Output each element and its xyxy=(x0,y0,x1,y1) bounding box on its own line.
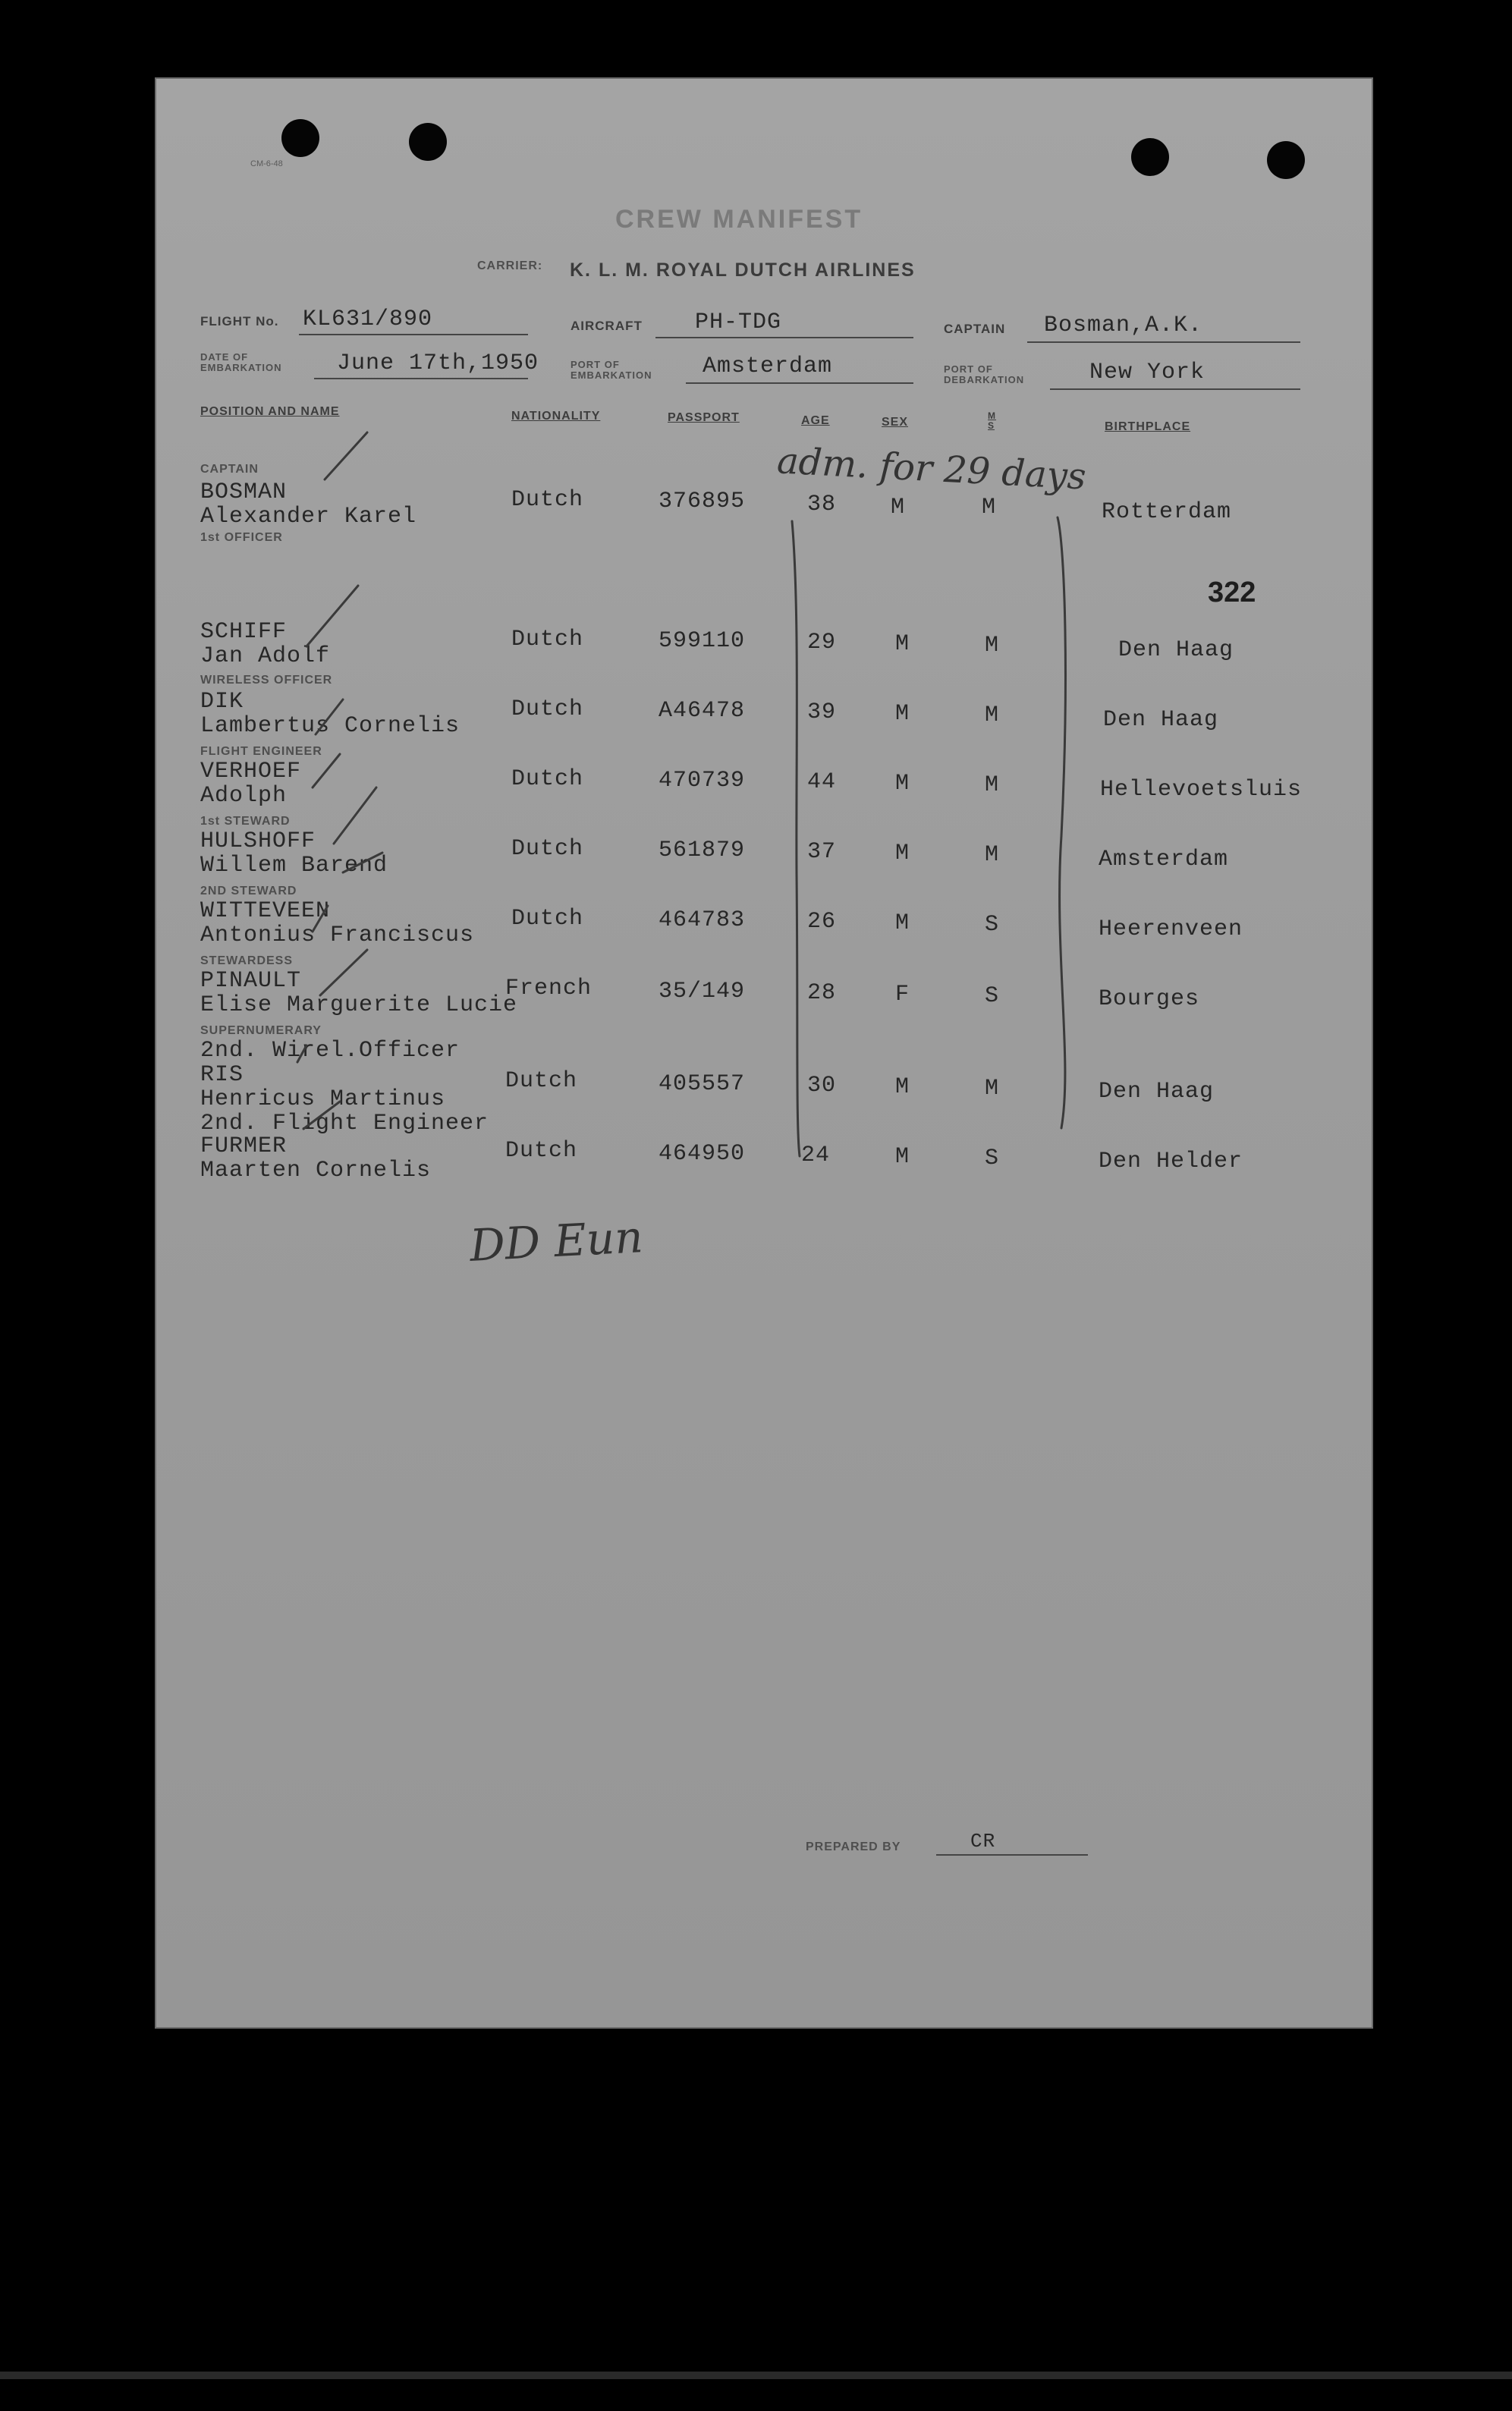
manifest-sheet xyxy=(155,77,1373,2029)
crew-given-name: Maarten Cornelis xyxy=(200,1158,432,1183)
crew-sex: M xyxy=(891,495,906,520)
crew-surname: PINAULT xyxy=(200,968,302,994)
crew-surname: VERHOEF xyxy=(200,759,302,784)
crew-birthplace: Hellevoetsluis xyxy=(1100,777,1303,803)
crew-given-name: Antonius Franciscus xyxy=(200,923,475,948)
flight-label: FLIGHT No. xyxy=(200,314,279,328)
crew-birthplace: Bourges xyxy=(1099,986,1200,1012)
carrier-name: K. L. M. ROYAL DUTCH AIRLINES xyxy=(570,259,916,281)
check-mark xyxy=(313,754,340,787)
check-mark xyxy=(325,432,367,479)
document-title: CREW MANIFEST xyxy=(615,205,863,234)
crew-given-name: Henricus Martinus xyxy=(200,1086,446,1112)
crew-nationality: Dutch xyxy=(511,766,584,792)
crew-nationality: Dutch xyxy=(505,1068,578,1094)
crew-position: 2ND STEWARD xyxy=(200,885,297,897)
col-birthplace: BIRTHPLACE xyxy=(1105,420,1191,433)
port-debarkation: New York xyxy=(1089,360,1206,385)
crew-surname: WITTEVEEN xyxy=(200,898,331,924)
crew-position: SUPERNUMERARY xyxy=(200,1024,322,1037)
punch-hole-4 xyxy=(1267,141,1305,179)
crew-nationality: Dutch xyxy=(511,487,584,513)
crew-birthplace: Den Haag xyxy=(1118,637,1234,663)
crew-passport: 470739 xyxy=(659,768,746,794)
crew-age: 38 xyxy=(807,492,837,517)
crew-position-detail: 2nd. Wirel.Officer xyxy=(200,1038,461,1064)
crew-sex: M xyxy=(895,631,910,657)
film-edge xyxy=(0,2372,1512,2379)
crew-birthplace: Heerenveen xyxy=(1099,916,1243,942)
col-marital-status: M S xyxy=(988,410,996,431)
crew-marital-status: M xyxy=(985,1076,1000,1102)
date-label: DATE OF EMBARKATION xyxy=(200,351,282,373)
crew-age: 28 xyxy=(807,980,837,1006)
crew-age: 37 xyxy=(807,839,837,865)
crew-given-name: Jan Adolf xyxy=(200,643,331,669)
signature: DD Eun xyxy=(468,1211,645,1272)
punch-hole-3 xyxy=(1131,138,1169,176)
aircraft-reg: PH-TDG xyxy=(695,310,782,335)
crew-position: CAPTAIN xyxy=(200,463,259,476)
crew-nationality: French xyxy=(505,976,593,1001)
crew-marital-status: S xyxy=(985,912,1000,938)
crew-surname: RIS xyxy=(200,1062,244,1088)
form-code: CM-6-48 xyxy=(250,159,283,168)
crew-position-detail: 2nd. Flight Engineer xyxy=(200,1111,489,1136)
check-mark xyxy=(306,586,358,646)
crew-passport: 561879 xyxy=(659,838,746,863)
crew-marital-status: S xyxy=(985,983,1000,1009)
crew-passport: 464950 xyxy=(659,1141,746,1167)
crew-position: FLIGHT ENGINEER xyxy=(200,745,322,758)
crew-surname: HULSHOFF xyxy=(200,828,316,854)
crew-sex: M xyxy=(895,771,910,797)
crew-passport: A46478 xyxy=(659,698,746,724)
crew-sex: F xyxy=(895,982,910,1007)
crew-marital-status: M xyxy=(985,703,1000,728)
prepared-by-initials: CR xyxy=(970,1830,996,1853)
carrier-label: CARRIER: xyxy=(477,259,543,272)
crew-given-name: Alexander Karel xyxy=(200,504,417,530)
page-number: 322 xyxy=(1208,577,1256,608)
aircraft-label: AIRCRAFT xyxy=(571,319,643,333)
col-passport: PASSPORT xyxy=(668,411,740,424)
crew-passport: 464783 xyxy=(659,907,746,933)
brace-right-mark xyxy=(1058,517,1065,1128)
crew-passport: 35/149 xyxy=(659,979,746,1004)
crew-surname: BOSMAN xyxy=(200,479,288,505)
crew-given-name: Lambertus Cornelis xyxy=(200,713,461,739)
punch-hole-2 xyxy=(409,123,447,161)
col-age: AGE xyxy=(801,414,830,427)
flight-number: KL631/890 xyxy=(303,306,433,332)
crew-age: 39 xyxy=(807,699,837,725)
crew-position: 1st OFFICER xyxy=(200,531,283,544)
crew-marital-status: S xyxy=(985,1146,1000,1171)
crew-marital-status: M xyxy=(985,842,1000,868)
crew-nationality: Dutch xyxy=(511,906,584,932)
brace-left-mark xyxy=(792,521,800,1156)
crew-sex: M xyxy=(895,701,910,727)
crew-nationality: Dutch xyxy=(511,696,584,722)
crew-passport: 599110 xyxy=(659,628,746,654)
captain-label: CAPTAIN xyxy=(944,322,1006,336)
crew-nationality: Dutch xyxy=(511,627,584,652)
check-mark xyxy=(320,950,367,995)
crew-age: 26 xyxy=(807,909,837,935)
crew-surname: SCHIFF xyxy=(200,619,288,645)
crew-given-name: Willem Barend xyxy=(200,853,388,879)
crew-surname: FURMER xyxy=(200,1133,288,1159)
crew-marital-status: M xyxy=(985,772,1000,798)
captain-name: Bosman,A.K. xyxy=(1044,313,1203,338)
port-embarkation-label: PORT OF EMBARKATION xyxy=(571,359,652,381)
crew-birthplace: Den Haag xyxy=(1099,1079,1215,1105)
crew-sex: M xyxy=(895,910,910,936)
crew-nationality: Dutch xyxy=(511,836,584,862)
prepared-by-label: PREPARED BY xyxy=(806,1840,901,1853)
crew-marital-status: M xyxy=(982,495,997,520)
crew-birthplace: Rotterdam xyxy=(1102,499,1232,525)
crew-birthplace: Den Helder xyxy=(1099,1149,1243,1174)
admission-note: adm. for 29 days xyxy=(775,439,1087,498)
crew-position: STEWARDESS xyxy=(200,954,294,967)
col-position-name: POSITION AND NAME xyxy=(200,405,340,418)
col-sex: SEX xyxy=(882,416,909,429)
crew-position: WIRELESS OFFICER xyxy=(200,674,333,687)
crew-given-name: Elise Marguerite Lucie xyxy=(200,992,518,1018)
crew-birthplace: Den Haag xyxy=(1103,707,1219,733)
col-nationality: NATIONALITY xyxy=(511,410,601,423)
port-embarkation: Amsterdam xyxy=(703,354,833,379)
check-mark xyxy=(334,787,376,844)
crew-sex: M xyxy=(895,1144,910,1170)
crew-marital-status: M xyxy=(985,633,1000,659)
crew-age: 30 xyxy=(807,1073,837,1099)
crew-surname: DIK xyxy=(200,689,244,715)
crew-sex: M xyxy=(895,1074,910,1100)
port-debarkation-label: PORT OF DEBARKATION xyxy=(944,363,1025,385)
crew-age: 24 xyxy=(801,1143,831,1168)
crew-sex: M xyxy=(895,841,910,866)
crew-given-name: Adolph xyxy=(200,783,288,809)
crew-position: 1st STEWARD xyxy=(200,815,291,828)
punch-hole-1 xyxy=(281,119,319,157)
crew-birthplace: Amsterdam xyxy=(1099,847,1229,872)
crew-age: 29 xyxy=(807,630,837,655)
crew-passport: 405557 xyxy=(659,1071,746,1097)
crew-passport: 376895 xyxy=(659,489,746,514)
crew-age: 44 xyxy=(807,769,837,795)
crew-nationality: Dutch xyxy=(505,1138,578,1164)
embarkation-date: June 17th,1950 xyxy=(337,350,539,376)
